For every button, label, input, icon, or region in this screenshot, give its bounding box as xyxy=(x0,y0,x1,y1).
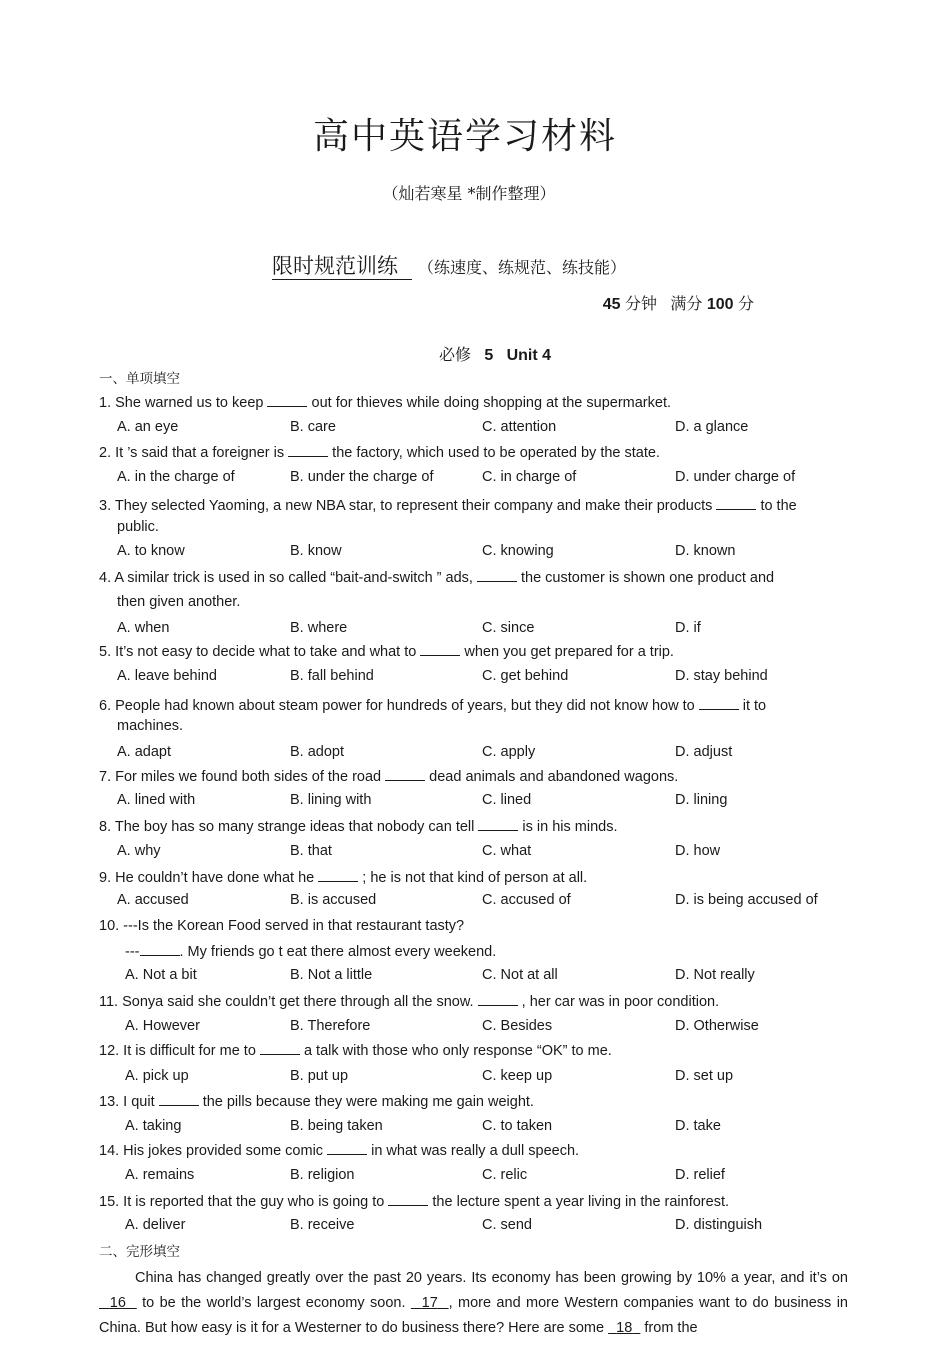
part-two-title: 二、完形填空 xyxy=(99,1244,180,1260)
question-text: 11. Sonya said she couldn’t get there through all the snow. xyxy=(99,994,474,1010)
answer-option: B. receive xyxy=(290,1217,355,1233)
question-stem xyxy=(99,643,674,660)
answer-option: D. stay behind xyxy=(675,668,768,684)
answer-option: B. Therefore xyxy=(290,1018,371,1034)
answer-option: B. Not a little xyxy=(290,967,373,983)
answer-option: B. fall behind xyxy=(290,668,374,684)
question-stem xyxy=(99,1193,729,1210)
answer-blank xyxy=(385,768,425,781)
question-text: out for thieves while doing shopping at the supermarket. xyxy=(311,395,672,411)
question-text: when you get prepared for a trip. xyxy=(464,644,674,660)
question-continuation: machines. xyxy=(117,718,184,734)
answer-option: C. apply xyxy=(482,744,536,760)
answer-option: D. is being accused of xyxy=(675,892,818,908)
answer-option: D. a glance xyxy=(675,419,749,435)
blank-18: 18 xyxy=(616,1320,633,1336)
question-text: the lecture spent a year living in the rainforest. xyxy=(432,1194,730,1210)
answer-option: D. set up xyxy=(675,1068,734,1084)
question-stem xyxy=(99,1042,612,1059)
answer-option: D. how xyxy=(675,843,721,859)
time-value: 45 xyxy=(602,296,621,313)
answer-blank xyxy=(159,1093,199,1106)
answer-option: A. to know xyxy=(117,543,185,559)
answer-option: A. an eye xyxy=(117,419,179,435)
answer-option: B. is accused xyxy=(290,892,377,908)
answer-option: D. relief xyxy=(675,1167,725,1183)
answer-option: C. what xyxy=(482,843,532,859)
answer-option: C. knowing xyxy=(482,543,554,559)
unit-heading xyxy=(0,342,950,365)
answer-option: A. leave behind xyxy=(117,668,217,684)
blank-16: 16 xyxy=(109,1295,126,1311)
passage-text: China has changed greatly over the past 20 years. Its economy has been growing by 10% a year, and it’s on xyxy=(135,1270,848,1286)
answer-option: C. relic xyxy=(482,1167,528,1183)
question-text: 12. It is difficult for me to xyxy=(99,1043,256,1059)
question-stem xyxy=(99,694,848,718)
answer-option: A. when xyxy=(117,620,170,636)
question-text: 4. A similar trick is used in so called “bait-and-switch ” ads, xyxy=(99,570,473,586)
score-value: 100 xyxy=(706,296,734,313)
answer-option: A. in the charge of xyxy=(117,469,235,485)
answer-blank xyxy=(267,394,307,407)
answer-option: C. lined xyxy=(482,792,532,808)
answer-option: D. Not really xyxy=(675,967,755,983)
section-heading xyxy=(272,250,626,280)
answer-option: A. taking xyxy=(125,1118,182,1134)
answer-option: C. send xyxy=(482,1217,532,1233)
answer-blank xyxy=(420,643,460,656)
answer-option: B. where xyxy=(290,620,348,636)
answer-option: A. accused xyxy=(117,892,189,908)
answer-option: C. keep up xyxy=(482,1068,553,1084)
unit-prefix: 必修 xyxy=(438,347,471,364)
answer-option: D. take xyxy=(675,1118,721,1134)
answer-blank xyxy=(478,993,518,1006)
answer-option: A. deliver xyxy=(125,1217,186,1233)
question-text: --- xyxy=(125,944,140,960)
question-text: 9. He couldn’t have done what he xyxy=(99,870,315,886)
answer-option: B. that xyxy=(290,843,332,859)
blank-17: 17 xyxy=(421,1295,438,1311)
question-stem xyxy=(99,1093,534,1110)
section-heading-aside: （练速度、练规范、练技能） xyxy=(418,258,627,277)
question-stem xyxy=(99,569,774,586)
answer-option: D. known xyxy=(675,543,736,559)
answer-blank xyxy=(140,943,180,956)
unit-number: 5 xyxy=(484,347,494,364)
question-text: the pills because they were making me gain weight. xyxy=(202,1094,534,1110)
answer-option: A. pick up xyxy=(125,1068,189,1084)
question-text: 2. It ’s said that a foreigner is xyxy=(99,445,285,461)
answer-option: C. get behind xyxy=(482,668,569,684)
question-continuation: then given another. xyxy=(117,594,241,610)
answer-option: A. remains xyxy=(125,1167,195,1183)
unit-name: Unit 4 xyxy=(506,347,552,364)
answer-blank xyxy=(318,869,358,882)
answer-blank xyxy=(478,818,518,831)
question-stem xyxy=(99,993,719,1010)
question-text: ; he is not that kind of person at all. xyxy=(362,870,588,886)
answer-blank xyxy=(327,1142,367,1155)
question-text: dead animals and abandoned wagons. xyxy=(429,769,679,785)
answer-option: A. lined with xyxy=(117,792,196,808)
answer-option: B. care xyxy=(290,419,336,435)
answer-option: D. Otherwise xyxy=(675,1018,759,1034)
answer-option: C. accused of xyxy=(482,892,571,908)
answer-blank xyxy=(716,497,756,510)
question-stem xyxy=(99,869,587,886)
answer-option: B. adopt xyxy=(290,744,345,760)
answer-option: C. in charge of xyxy=(482,469,577,485)
answer-option: C. attention xyxy=(482,419,557,435)
part-one-title: 一、单项填空 xyxy=(99,371,180,387)
question-text: 7. For miles we found both sides of the road xyxy=(99,769,382,785)
answer-blank xyxy=(699,697,739,710)
passage-text: from the xyxy=(644,1320,698,1336)
answer-option: D. lining xyxy=(675,792,728,808)
page-title: 高中英语学习材料 xyxy=(312,116,617,157)
question-stem xyxy=(99,818,618,835)
answer-option: A. adapt xyxy=(117,744,172,760)
question-text: to the xyxy=(760,498,797,514)
page-subtitle: （灿若寒星 *制作整理） xyxy=(382,184,556,203)
question-stem xyxy=(99,394,671,411)
question-text: is in his minds. xyxy=(522,819,618,835)
question-text: 15. It is reported that the guy who is going to xyxy=(99,1194,385,1210)
question-text: a talk with those who only response “OK” to me. xyxy=(303,1043,612,1059)
answer-blank xyxy=(477,569,517,582)
answer-option: D. adjust xyxy=(675,744,733,760)
answer-option: C. to taken xyxy=(482,1118,553,1134)
question-text: in what was really a dull speech. xyxy=(371,1143,580,1159)
passage-text: to be the world’s largest economy soon. xyxy=(142,1295,406,1311)
question-stem xyxy=(99,1142,579,1159)
time-score-line xyxy=(603,291,754,314)
question-text: it to xyxy=(742,698,767,714)
passage-text: , more and more Western companies want to do business in China. But how easy is it for a Westerner to do business there? Here are some xyxy=(99,1295,848,1336)
answer-option: D. under charge of xyxy=(675,469,796,485)
answer-option: D. distinguish xyxy=(675,1217,763,1233)
cloze-passage xyxy=(99,1266,848,1341)
question-continuation xyxy=(125,943,496,960)
answer-option: A. why xyxy=(117,843,161,859)
answer-option: B. religion xyxy=(290,1167,355,1183)
question-stem xyxy=(99,918,464,934)
question-text: the factory, which used to be operated by the state. xyxy=(332,445,660,461)
question-text: 6. People had known about steam power for hundreds of years, but they did not know how to xyxy=(99,698,695,714)
question-text: 8. The boy has so many strange ideas that nobody can tell xyxy=(99,819,475,835)
question-text: 1. She warned us to keep xyxy=(99,395,264,411)
question-text: 5. It’s not easy to decide what to take and what to xyxy=(99,644,417,660)
answer-option: B. put up xyxy=(290,1068,349,1084)
question-stem xyxy=(99,494,848,518)
question-continuation: public. xyxy=(117,519,159,535)
answer-option: A. However xyxy=(125,1018,200,1034)
answer-blank xyxy=(288,444,328,457)
answer-option: B. being taken xyxy=(290,1118,383,1134)
question-stem xyxy=(99,768,678,785)
answer-option: A. Not a bit xyxy=(125,967,197,983)
section-heading-main: 限时规范训练 xyxy=(272,254,412,280)
question-text: 10. ---Is the Korean Food served in that restaurant tasty? xyxy=(99,918,465,934)
answer-option: B. know xyxy=(290,543,342,559)
score-unit: 分 xyxy=(737,296,754,313)
time-unit: 分钟 xyxy=(625,296,658,313)
answer-option: D. if xyxy=(675,620,701,636)
question-text: 3. They selected Yaoming, a new NBA star, to represent their company and make their products xyxy=(99,498,713,514)
question-text: , her car was in poor condition. xyxy=(521,994,720,1010)
question-text: 13. I quit xyxy=(99,1094,155,1110)
answer-option: B. under the charge of xyxy=(290,469,434,485)
score-label: 满分 xyxy=(670,296,703,313)
question-stem xyxy=(99,444,660,461)
answer-option: B. lining with xyxy=(290,792,372,808)
question-text: 14. His jokes provided some comic xyxy=(99,1143,324,1159)
answer-blank xyxy=(260,1042,300,1055)
question-text: the customer is shown one product and xyxy=(520,570,775,586)
answer-option: C. since xyxy=(482,620,535,636)
answer-option: C. Besides xyxy=(482,1018,553,1034)
answer-option: C. Not at all xyxy=(482,967,558,983)
question-text: . My friends go t eat there almost every weekend. xyxy=(179,944,497,960)
answer-blank xyxy=(388,1193,428,1206)
